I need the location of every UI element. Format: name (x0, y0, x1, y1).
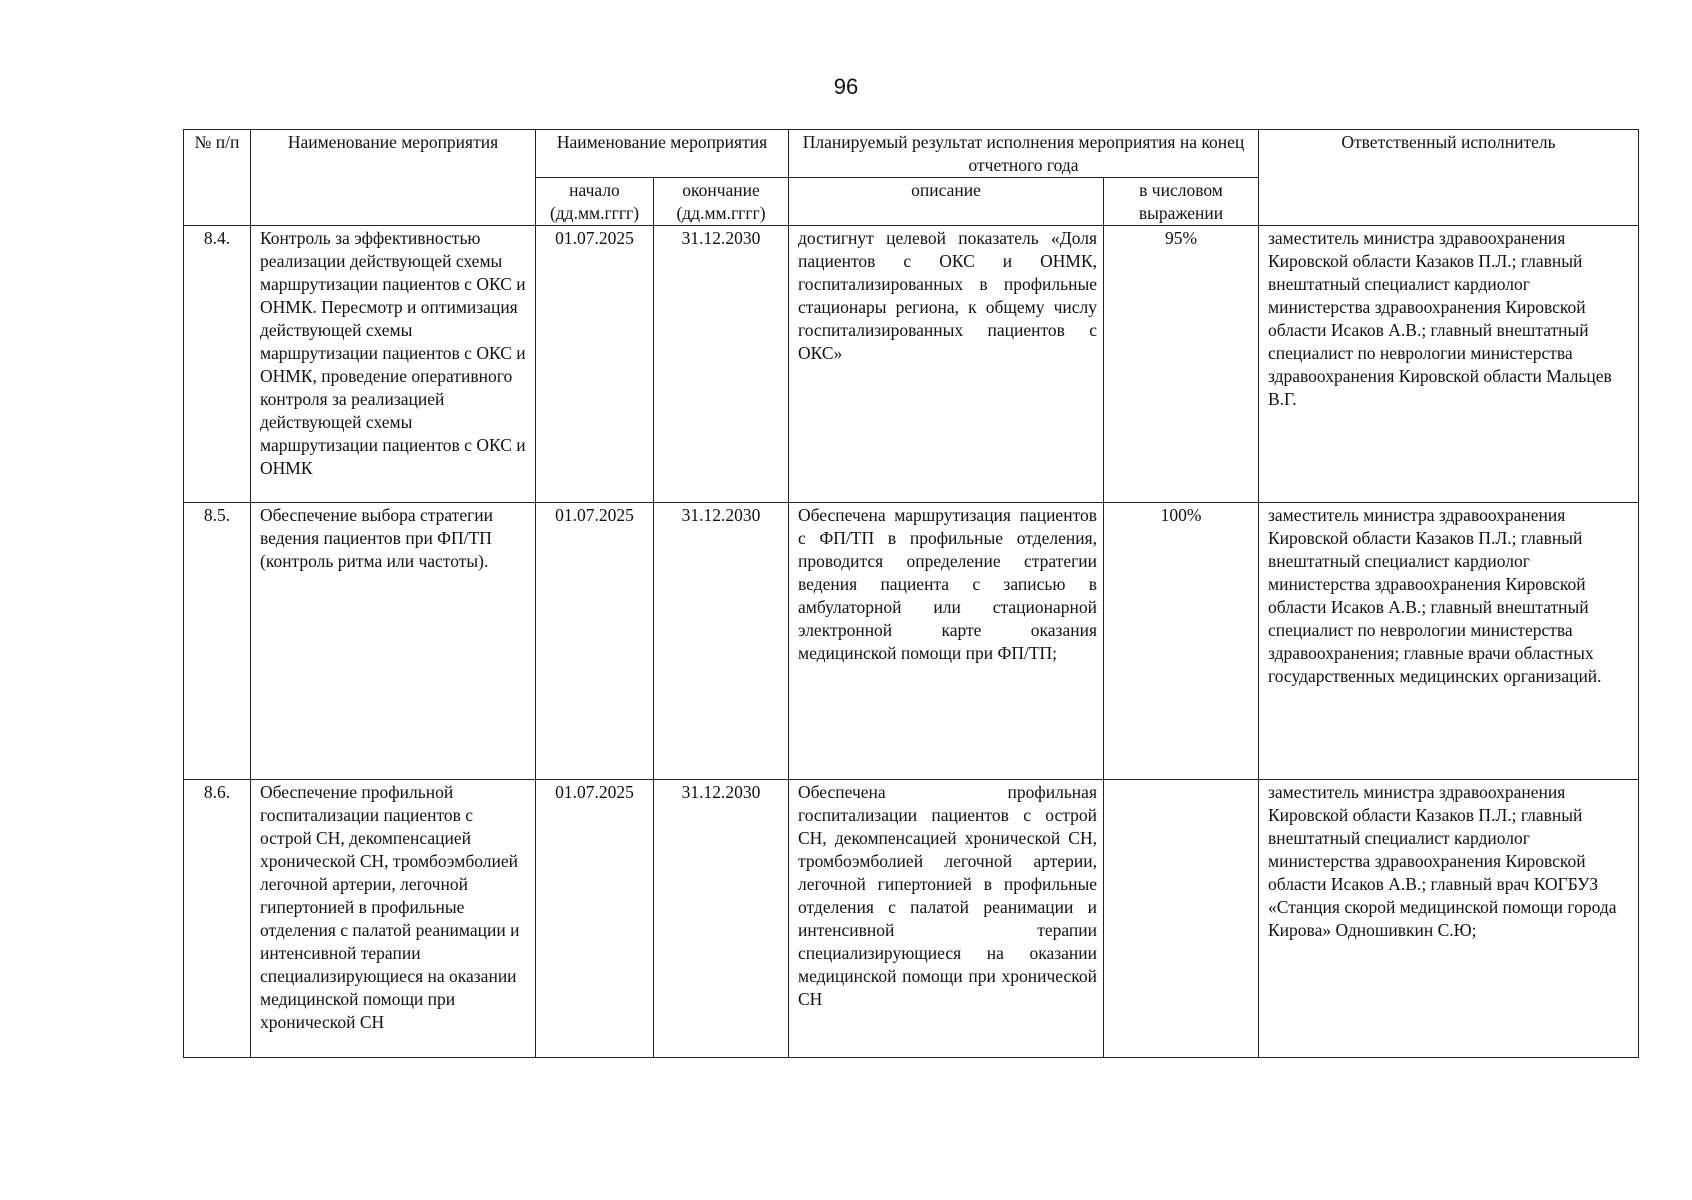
row-start: 01.07.2025 (536, 226, 654, 503)
header-end: окончание (дд.мм.гггг) (654, 178, 789, 226)
row-start: 01.07.2025 (536, 780, 654, 1058)
activities-table (183, 129, 1639, 1058)
row-num: 8.4. (184, 226, 251, 503)
header-dates-group: Наименование мероприятия (536, 130, 789, 178)
row-numeric: 95% (1104, 226, 1259, 503)
row-description: достигнут целевой показатель «Доля пациентов с ОКС и ОНМК, госпитализированных в профильные стационары региона, к общему числу госпитализированных пациентов с ОКС» (789, 226, 1104, 503)
row-description: Обеспечена маршрутизация пациентов с ФП/ТП в профильные отделения, проводится определение стратегии ведения пациента с записью в амбулаторной или стационарной электронной карте оказания медицинской помощи при ФП/ТП; (789, 503, 1104, 780)
table-row (184, 503, 1639, 780)
table-row (184, 780, 1639, 1058)
header-numeric: в числовом выражении (1104, 178, 1259, 226)
header-responsible: Ответственный исполнитель (1259, 130, 1639, 226)
row-end: 31.12.2030 (654, 780, 789, 1058)
row-responsible: заместитель министра здравоохранения Кировской области Казаков П.Л.; главный внештатный специалист кардиолог министерства здравоохранения Кировской области Исаков А.В.; главный врач КОГБУЗ «Станция скорой медицинской помощи города Кирова» Одношивкин С.Ю; (1259, 780, 1639, 1058)
row-numeric: 100% (1104, 503, 1259, 780)
row-end: 31.12.2030 (654, 503, 789, 780)
row-num: 8.5. (184, 503, 251, 780)
row-name: Обеспечение профильной госпитализации пациентов с острой СН, декомпенсацией хронической СН, тромбоэмболией легочной артерии, легочной гипертонией в профильные отделения с палатой реанимации и интенсивной терапии специализирующиеся на оказании медицинской помощи при хронической СН (251, 780, 536, 1058)
row-start: 01.07.2025 (536, 503, 654, 780)
table-row (184, 226, 1639, 503)
row-num: 8.6. (184, 780, 251, 1058)
header-start: начало (дд.мм.гггг) (536, 178, 654, 226)
row-numeric (1104, 780, 1259, 1058)
page-number: 96 (833, 74, 859, 99)
header-name: Наименование мероприятия (251, 130, 536, 226)
row-responsible: заместитель министра здравоохранения Кировской области Казаков П.Л.; главный внештатный специалист кардиолог министерства здравоохранения Кировской области Исаков А.В.; главный внештатный специалист по неврологии министерства здравоохранения; главные врачи областных государственных медицинских организаций. (1259, 503, 1639, 780)
header-description: описание (789, 178, 1104, 226)
header-result-group: Планируемый результат исполнения мероприятия на конец отчетного года (789, 130, 1259, 178)
row-end: 31.12.2030 (654, 226, 789, 503)
row-description: Обеспечена профильная госпитализации пациентов с острой СН, декомпенсацией хронической СН, тромбоэмболией легочной артерии, легочной гипертонией в профильные отделения с палатой реанимации и интенсивной терапии специализирующиеся на оказании медицинской помощи при хронической СН (789, 780, 1104, 1058)
row-name: Контроль за эффективностью реализации действующей схемы маршрутизации пациентов с ОКС и ОНМК. Пересмотр и оптимизация действующей схемы маршрутизации пациентов с ОКС и ОНМК, проведение оперативного контроля за реализацией действующей схемы маршрутизации пациентов с ОКС и ОНМК (251, 226, 536, 503)
header-num: № п/п (184, 130, 251, 226)
row-responsible: заместитель министра здравоохранения Кировской области Казаков П.Л.; главный внештатный специалист кардиолог министерства здравоохранения Кировской области Исаков А.В.; главный внештатный специалист по неврологии министерства здравоохранения Кировской области Мальцев В.Г. (1259, 226, 1639, 503)
row-name: Обеспечение выбора стратегии ведения пациентов при ФП/ТП (контроль ритма или частоты). (251, 503, 536, 780)
